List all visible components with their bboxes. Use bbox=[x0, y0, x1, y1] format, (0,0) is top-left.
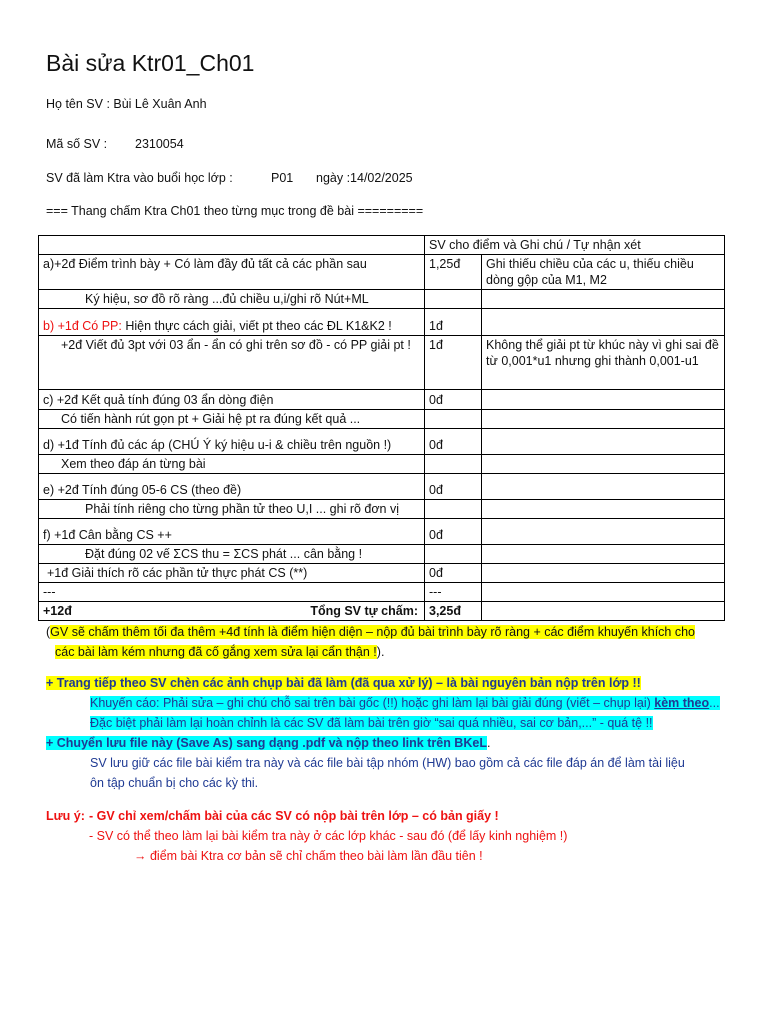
criterion-cell: Có tiến hành rút gọn pt + Giải hệ pt ra đúng kết quả ... bbox=[39, 410, 425, 429]
criterion-text: Hiện thực cách giải, viết pt theo các ĐL K1&K2 ! bbox=[121, 319, 392, 333]
date-value: ngày :14/02/2025 bbox=[316, 171, 413, 185]
table-row bbox=[39, 390, 725, 410]
header-cell-score-notes: SV cho điểm và Ghi chú / Tự nhận xét bbox=[425, 236, 725, 255]
gv-note-close: ). bbox=[376, 645, 385, 659]
arrow-icon: → bbox=[134, 849, 147, 863]
total-label: Tổng SV tự chấm: bbox=[310, 604, 418, 618]
keep-files-line2: ôn tập chuẩn bị cho các kỳ thi. bbox=[90, 776, 259, 790]
table-row bbox=[39, 455, 725, 474]
special-line: Đặc biệt phải làm lại hoàn chỉnh là các SV đã làm bài trên giờ “sai quá nhiều, sai cơ bản,...” - quá tệ !! bbox=[90, 716, 653, 730]
table-row bbox=[39, 336, 725, 390]
save-as-line: + Chuyển lưu file này (Save As) sang dạng .pdf và nộp theo link trên BKeL bbox=[46, 736, 487, 750]
table-row bbox=[39, 583, 725, 602]
save-dot: . bbox=[486, 736, 491, 750]
class-value: P01 bbox=[271, 171, 294, 185]
table-row bbox=[39, 309, 725, 336]
criterion-cell: +1đ Giải thích rõ các phần tử thực phát CS (**) bbox=[39, 564, 425, 583]
note-cell bbox=[482, 500, 725, 519]
instructions-block bbox=[46, 673, 736, 793]
total-points: +12đ bbox=[43, 604, 72, 618]
note-cell: Không thể giải pt từ khúc này vì ghi sai đề từ 0,001*u1 nhưng ghi thành 0,001-u1 bbox=[482, 336, 725, 390]
score-cell bbox=[425, 290, 482, 309]
note-cell: Ghi thiếu chiều của các u, thiếu chiều dòng gộp của M1, M2 bbox=[482, 255, 725, 290]
criterion-cell: Đặt đúng 02 vế ΣCS thu = ΣCS phát ... cân bằng ! bbox=[39, 545, 425, 564]
table-row bbox=[39, 410, 725, 429]
score-cell: 1,25đ bbox=[425, 255, 482, 290]
table-header-row bbox=[39, 236, 725, 255]
note-cell bbox=[482, 519, 725, 545]
table-row bbox=[39, 564, 725, 583]
criterion-red-prefix: b) +1đ Có PP: bbox=[43, 319, 122, 333]
table-row bbox=[39, 290, 725, 309]
student-id-label: Mã số SV : bbox=[46, 137, 108, 151]
total-score: 3,25đ bbox=[425, 602, 482, 621]
table-row bbox=[39, 500, 725, 519]
insert-photos-line: + Trang tiếp theo SV chèn các ảnh chụp bài đã làm (đã qua xử lý) – là bài nguyên bản nộp trên lớp !! bbox=[46, 676, 641, 690]
score-cell bbox=[425, 500, 482, 519]
student-name: Họ tên SV : Bùi Lê Xuân Anh bbox=[46, 97, 207, 111]
criterion-cell: Ký hiệu, sơ đồ rõ ràng ...đủ chiều u,i/ghi rõ Nút+ML bbox=[39, 290, 425, 309]
score-cell bbox=[425, 455, 482, 474]
table-row bbox=[39, 429, 725, 455]
note-cell bbox=[482, 429, 725, 455]
gv-note-line2: các bài làm kém nhưng đã cố gắng xem sửa lại cẩn thận ! bbox=[55, 645, 377, 659]
criterion-cell bbox=[39, 309, 425, 336]
table-row bbox=[39, 519, 725, 545]
criterion-cell: c) +2đ Kết quả tính đúng 03 ẩn dòng điện bbox=[39, 390, 425, 410]
score-cell: 0đ bbox=[425, 390, 482, 410]
advice-text: Khuyến cáo: Phải sửa – ghi chú chỗ sai trên bài gốc (!!) hoặc ghi làm lại bài giải đúng (viết – chụp lại) bbox=[90, 696, 651, 710]
criterion-cell: --- bbox=[39, 583, 425, 602]
rubric-heading: === Thang chấm Ktra Ch01 theo từng mục trong đề bài ========= bbox=[46, 204, 424, 218]
note-cell bbox=[482, 390, 725, 410]
header-cell-empty bbox=[39, 236, 425, 255]
criterion-cell: f) +1đ Cân bằng CS ++ bbox=[39, 519, 425, 545]
criterion-cell: a)+2đ Điểm trình bày + Có làm đầy đủ tất cả các phần sau bbox=[39, 255, 425, 290]
advice-dots: ... bbox=[709, 696, 720, 710]
student-id-value: 2310054 bbox=[135, 137, 184, 151]
note-cell bbox=[482, 583, 725, 602]
gv-note bbox=[46, 622, 726, 662]
note-cell bbox=[482, 455, 725, 474]
advice-tail: kèm theo bbox=[654, 696, 710, 710]
criterion-cell: +2đ Viết đủ 3pt với 03 ẩn - ẩn có ghi trên sơ đồ - có PP giải pt ! bbox=[39, 336, 425, 390]
warning-line1: - GV chỉ xem/chấm bài của các SV có nộp bài trên lớp – có bản giấy ! bbox=[89, 809, 499, 823]
score-cell bbox=[425, 545, 482, 564]
table-row bbox=[39, 545, 725, 564]
score-cell: 0đ bbox=[425, 429, 482, 455]
score-cell: 1đ bbox=[425, 336, 482, 390]
score-cell: 0đ bbox=[425, 474, 482, 500]
score-cell: 0đ bbox=[425, 519, 482, 545]
total-row bbox=[39, 602, 725, 621]
gv-note-line1: GV sẽ chấm thêm tối đa thêm +4đ tính là điểm hiện diện – nộp đủ bài trình bày rõ ràng + các điểm khuyến khích cho bbox=[50, 625, 695, 639]
grading-table bbox=[38, 235, 725, 621]
advice-line bbox=[90, 696, 720, 710]
warning-line3: điểm bài Ktra cơ bản sẽ chỉ chấm theo bài làm lần đầu tiên ! bbox=[146, 849, 483, 863]
criterion-cell: e) +2đ Tính đúng 05-6 CS (theo đề) bbox=[39, 474, 425, 500]
keep-files-line1: SV lưu giữ các file bài kiểm tra này và các file bài tập nhóm (HW) bao gồm cả các file đáp án để làm tài liệu bbox=[90, 756, 685, 770]
note-cell bbox=[482, 290, 725, 309]
warning-label: Lưu ý: bbox=[46, 809, 85, 823]
criterion-cell: Phải tính riêng cho từng phần tử theo U,I ... ghi rõ đơn vị bbox=[39, 500, 425, 519]
note-cell bbox=[482, 474, 725, 500]
table-row bbox=[39, 474, 725, 500]
criterion-cell: Xem theo đáp án từng bài bbox=[39, 455, 425, 474]
note-cell bbox=[482, 410, 725, 429]
note-cell bbox=[482, 564, 725, 583]
criterion-cell: d) +1đ Tính đủ các áp (CHÚ Ý ký hiệu u-i & chiều trên nguồn !) bbox=[39, 429, 425, 455]
warning-block bbox=[46, 806, 736, 866]
gv-note-open: ( bbox=[46, 625, 51, 639]
total-note-cell bbox=[482, 602, 725, 621]
score-cell: --- bbox=[425, 583, 482, 602]
total-cell bbox=[39, 602, 425, 621]
note-cell bbox=[482, 545, 725, 564]
warning-line2: - SV có thể theo làm lại bài kiểm tra này ở các lớp khác - sau đó (để lấy kinh nghiệm !) bbox=[89, 829, 568, 843]
note-cell bbox=[482, 309, 725, 336]
table-row bbox=[39, 255, 725, 290]
session-label: SV đã làm Ktra vào buổi học lớp : bbox=[46, 171, 233, 185]
page-title: Bài sửa Ktr01_Ch01 bbox=[46, 50, 255, 76]
score-cell: 0đ bbox=[425, 564, 482, 583]
score-cell bbox=[425, 410, 482, 429]
score-cell: 1đ bbox=[425, 309, 482, 336]
